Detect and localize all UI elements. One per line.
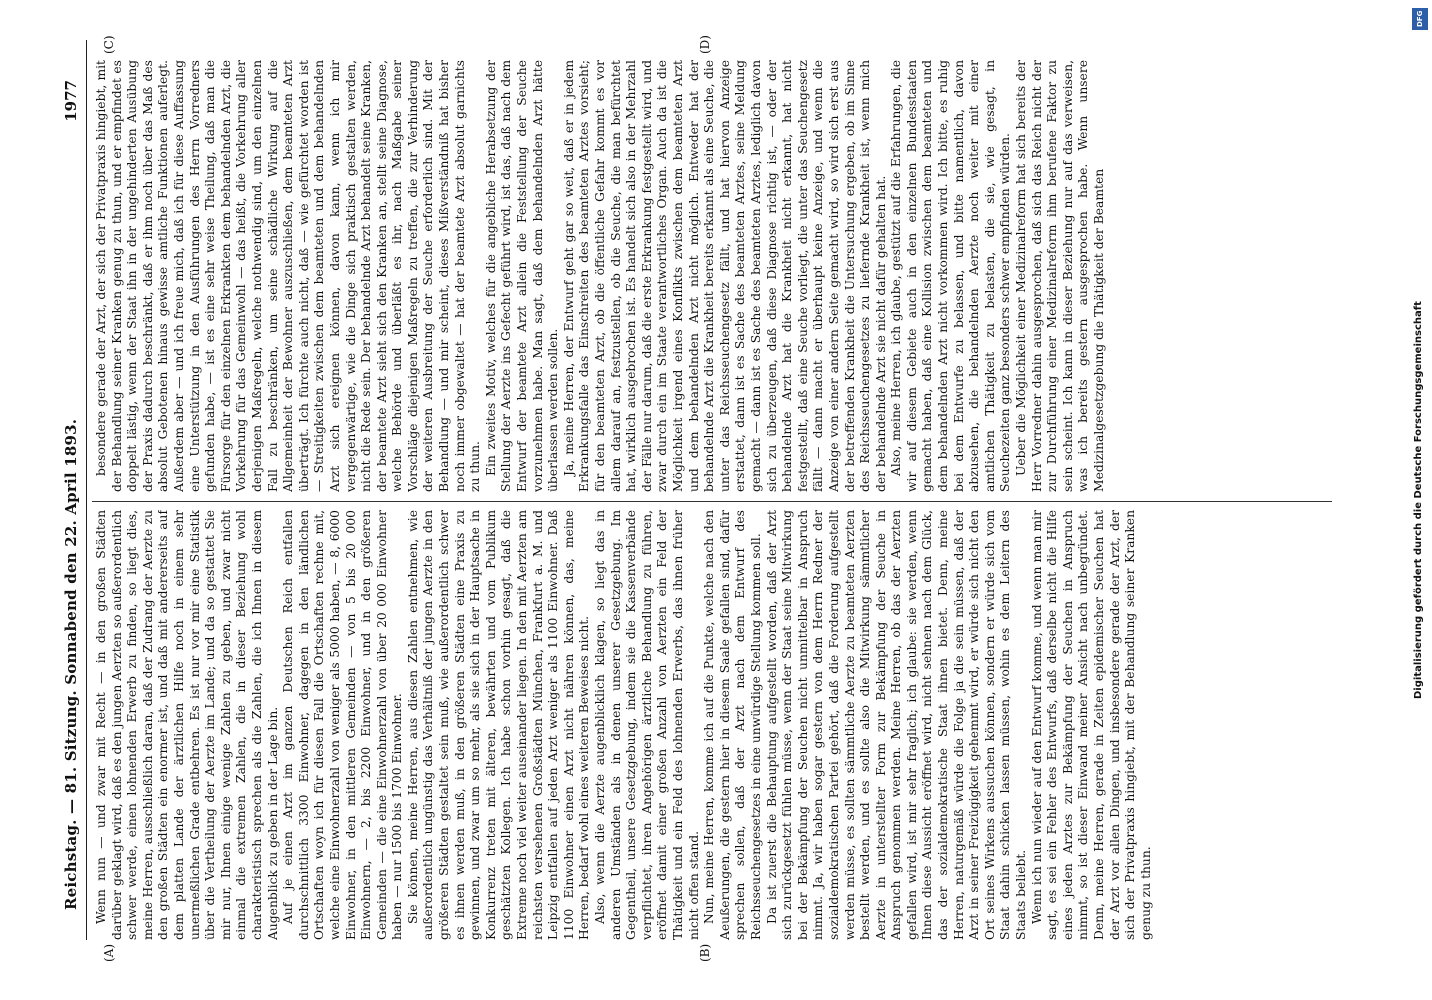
margin-marker-d: (D) (698, 35, 712, 54)
funding-note: Digitalisierung gefördert durch die Deutsche Forschungsgemeinschaft (1413, 301, 1424, 699)
margin-marker-b: (B) (698, 943, 712, 962)
paragraph: Sie können, meine Herren, aus diesen Zahlen entnehmen, wie außerordentlich ungünstig das Verhältniß der jungen Aerzte in den größeren Städten gestaltet sein muß, wie außerordentlich schwer es ihnen werden muß, in den größeren Städten eine Praxis zu gewinnen, und zwar um so mehr, als sie sich in der Hauptsache in Konkurrenz treten mit älteren, bewährten und vom Publikum geschätzten Kollegen. Ich habe schon vorhin gesagt, daß die Extreme noch viel weiter auseinander liegen. In den mit Aerzten am reichsten versehenen Großstädten München, Frankfurt a. M. und Leipzig entfallen auf jeden Arzt weniger als 1100 Einwohner. Daß 1100 Einwohner einen Arzt nicht nähren können, das, meine Herren, bedarf wohl eines weiteren Beweises nicht. (405, 510, 592, 940)
paragraph: Ueber die Möglichkeit einer Medizinalreform hat sich bereits der Herr Vorredner dahin ausgesprochen, daß sich das Reich nicht der zur Durchführung einer Medizinalreform ihm berufene Faktor zu sein scheint. Ich kann in dieser Beziehung nur auf das verweisen, was ich bereits gestern ausgesprochen habe. Wenn unsere Medizinalgesetzgebung die Thätigkeit der Beamten (1014, 60, 1106, 492)
column-divider (92, 501, 1332, 502)
page-header (58, 40, 87, 940)
paragraph: Nun, meine Herren, komme ich auf die Punkte, welche nach den Aeußerungen, die gestern hier in diesem Saale gefallen sind, dafür sprechen sollen, daß der Arzt nach dem Entwurf des Reichsseuchengesetzes in eine unwürdige Stellung kommen soll. (702, 510, 763, 940)
paragraph: Wenn ich nun wieder auf den Entwurf komme, und wenn man mir sagt, es sei ein Fehler des Entwurfs, daß derselbe nicht die Hilfe eines jeden Arztes zur Bekämpfung der Seuchen in Anspruch nimmt, so ist dieser Einwand meiner Ansicht nach unbegründet. Denn, meine Herren, gerade in Zeiten epidemischer Seuchen hat der Arzt vor allen Dingen, und insbesondere gerade der Arzt, der sich der Privatpraxis hingiebt, mit der Behandlung seiner Kranken genug zu thun. (1029, 510, 1153, 940)
paragraph: besondere gerade der Arzt, der sich der Privatpraxis hingiebt, mit der Behandlung seiner Kranken genug zu thun, und er empfindet es doppelt lästig, wenn der Staat ihn in der ungehinderten Ausübung der Praxis dadurch beschränkt, daß er ihm noch über das Maß des absolut Gebotenen hinaus gewisse amtliche Funktionen auferlegt. Außerdem aber — und ich freue mich, daß ich für diese Auffassung eine Unterstützung in den Ausführungen des Herrn Vorredners gefunden habe, — ist es eine sehr weise Theilung, daß man die Fürsorge für den einzelnen Erkrankten dem behandelnden Arzt, die Vorkehrung für das Gemeinwohl — das heißt, die Vorkehrung aller derjenigen Maßregeln, welche nothwendig sind, um den einzelnen Fall zu beschränken, um seine schädliche Wirkung auf die Allgemeinheit der Bewohner auszuschließen, dem beamteten Arzt überträgt. Ich fürchte auch nicht, daß — wie gefürchtet worden ist — Streitigkeiten zwischen dem beamteten und dem behandelnden Arzt sich ereignen können, davon kann, wenn ich mir vergegenwärtige, wie die Dinge sich praktisch gestalten werden, nicht die Rede sein. Der behandelnde Arzt behandelt seine Kranken, der beamtete Arzt sieht sich den Kranken an, stellt seine Diagnose, welche Behörde und überläßt es ihr, nach Maßgabe seiner Vorschläge diejenigen Maßregeln zu treffen, die zur Verhinderung der weiteren Ausbreitung der Seuche erforderlich sind. Mit der Behandlung — und mir scheint, dieses Mißverständniß hat bisher noch immer obgewaltet — hat der beamtete Arzt absolut garnichts zu thun. (94, 60, 483, 492)
paragraph: Wenn nun — und zwar mit Recht — in den großen Städten darüber geklagt wird, daß es den jungen Aerzten so außerordentlich schwer werde, einen lohnenden Erwerb zu finden, so liegt dies, meine Herren, ausschließlich daran, daß der Zudrang der Aerzte zu den großen Städten ein enormer ist, und daß mit andererseits auf dem platten Lande der ärztlichen Hilfe noch in einem sehr unermeßlichen Grade entbehren. Es ist nur vor mir eine Statistik über die Vertheilung der Aerzte im Lande; und da so gestattet Sie mir nur, Ihnen einige wenige Zahlen zu geben, und zwar nicht einmal die extremen Zahlen, die in dieser Beziehung wohl charakteristisch sprechen als die Zahlen, die ich Ihnen in diesem Augenblick zu geben in der Lage bin. (94, 510, 280, 940)
paragraph: Also, meine Herren, ich glaube, gestützt auf die Erfahrungen, die wir auf diesem Gebiete auch in den einzelnen Bundesstaaten gemacht haben, daß eine Kollision zwischen dem beamteten und dem behandelnden Arzt nicht vorkommen wird. Ich bitte, es ruhig bei dem Entwurfe zu belassen, und bitte namentlich, davon abzusehen, die behandelnden Aerzte noch weiter mit einer amtlichen Thätigkeit zu belasten, die sie, wie gesagt, in Seuchezeiten ganz besonders schwer empfinden würden. (889, 60, 1013, 492)
dfg-logo: DFG (1412, 8, 1428, 30)
text-column-left (94, 510, 1329, 940)
page-number: 1977 (62, 80, 80, 122)
text-column-right (94, 60, 1329, 492)
paragraph: Ein zweites Motiv, welches für die angebliche Herabsetzung der Stellung der Aerzte ins Gefecht geführt wird, ist das, daß nach dem Entwurf der beamtete Arzt allein die Feststellung der Seuche vorzunehmen habe. Man sagt, daß dem behandelnden Arzt hätte überlassen werden sollen. (483, 60, 561, 492)
running-header: Reichstag. — 81. Sitzung. Sonnabend den 22. April 1893. (62, 418, 80, 910)
margin-marker-a: (A) (102, 943, 116, 962)
margin-marker-c: (C) (102, 35, 116, 54)
paragraph: Da ist zuerst die Behauptung aufgestellt worden, daß der Arzt sich zurückgesetzt fühlen müsse, wenn der Staat seine Mitwirkung bei der Bekämpfung der Seuchen nicht unmittelbar in Anspruch nimmt. Ja, wir haben sogar gestern von dem Herrn Redner der sozialdemokratischen Partei gehört, daß die Forderung aufgestellt werden müsse, es sollten sämmtliche Aerzte zu beamteten Aerzten bestellt werden, und es sollte also die Mitwirkung sämmtlicher Aerzte in unterstellter Form zur Bekämpfung der Seuche in Anspruch genommen werden. Meine Herren, ob das der Aerzten gefallen wird, ist mir sehr fraglich; ich glaube: sie werden, wenn Ihnen diese Aussicht eröffnet wird, nicht sehnen nach dem Glück, das der sozialdemokratische Staat ihnen bietet. Denn, meine Herren, naturgemäß würde die Folge ja die sein müssen, daß der Arzt in seiner Freizügigkeit gehemmt wird, er würde sich nicht den Ort seines Wirkens aussuchen können, sondern er würde sich vom Staat dahin schicken lassen müssen, wohin es dem Leitern des Staats beliebt. (764, 510, 1029, 940)
paragraph: Also, wenn die Aerzte augenblicklich klagen, so liegt das in anderen Umständen als in denen unserer Gesetzgebung. Im Gegentheil, unsere Gesetzgebung, indem sie die Kassenverbände verpflichtet, ihren Angehörigen ärztliche Behandlung zu führen, eröffnet damit einer großen Anzahl von Aerzten ein Feld der Thätigkeit und ein Feld des lohnenden Erwerbs, das ihnen früher nicht offen stand. (593, 510, 701, 940)
paragraph: Ja, meine Herren, der Entwurf geht gar so weit, daß er in jedem Erkrankungsfalle das Einschreiten des beamteten Arztes vorsieht; für den beamteten Arzt, ob die öffentliche Gefahr kommt es vor allem darauf an, festzustellen, ob die Seuche, die man befürchtet hat, wirklich ausgebrochen ist. Es handelt sich also in der Mehrzahl der Fälle nur darum, daß die erste Erkrankung festgestellt wird, und zwar durch ein im Staate verantwortliches Organ. Auch da ist die Möglichkeit irgend eines Konflikts zwischen dem beamteten Arzt und dem behandelnden Arzt nicht möglich. Entweder hat der behandelnde Arzt die Krankheit bereits erkannt als eine Seuche, die unter das Reichsseuchengesetz fällt, und hat hiervon Anzeige erstattet, dann ist es Sache des beamteten Arztes, seine Meldung gemacht — dann ist es Sache des beamteten Arztes, lediglich davon sich zu überzeugen, daß diese Diagnose richtig ist, — oder der behandelnde Arzt hat die Krankheit nicht erkannt, hat nicht festgestellt, daß eine Seuche vorliegt, die unter das Seuchengesetz fällt — dann macht er überhaupt keine Anzeige, und wenn die Anzeige von einer andern Seite gemacht wird, so wird sich erst aus der betreffenden Krankheit die Untersuchung ergeben, ob im Sinne des Reichsseuchengesetzes zu liefernde Krankheit ist, wenn mich der behandelnde Arzt sie nicht dafür gehalten hat. (561, 60, 888, 492)
paragraph: Auf je einen Arzt im ganzen Deutschen Reich entfallen durchschnittlich 3300 Einwohner, dagegen in den ländlichen Ortschaften woyn ich für diesen Fall die Ortschaften rechne mit, welche eine Einwohnerzahl von weniger als 5000 haben, — 8, 6000 Einwohner, in den mittleren Gemeinden — von 5 bis 20 000 Einwohnern, — 2, bis 2200 Einwohner, und in den größeren Gemeinden — die eine Einwohnerzahl von über 20 000 Einwohner haben — nur 1500 bis 1700 Einwohner. (281, 510, 405, 940)
rotated-page-content (58, 35, 1358, 962)
